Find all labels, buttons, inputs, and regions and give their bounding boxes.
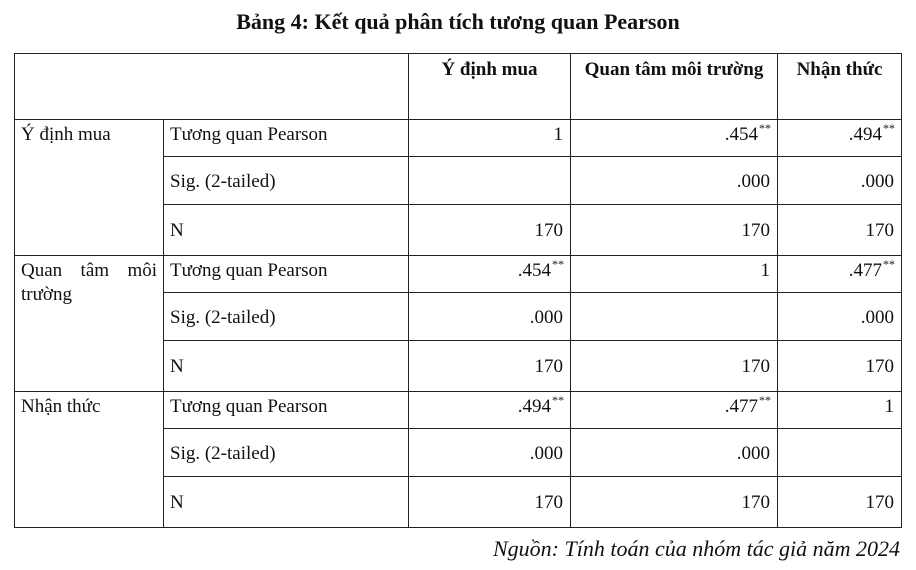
value-cell: .477**	[778, 256, 902, 293]
row-variable-label: Quan tâm môi trường	[15, 256, 164, 392]
value-cell: .454**	[409, 256, 571, 293]
value-cell: .000	[778, 157, 902, 205]
value-cell: .494**	[409, 392, 571, 429]
table-row	[15, 120, 902, 157]
row-variable-label: Nhận thức	[15, 392, 164, 528]
value-cell: 170	[778, 205, 902, 256]
column-header-nhan-thuc: Nhận thức	[778, 54, 902, 120]
correlation-table	[14, 53, 902, 528]
stat-label: N	[164, 477, 409, 528]
value-cell: .000	[571, 429, 778, 477]
value-cell	[409, 157, 571, 205]
stat-label: Tương quan Pearson	[164, 392, 409, 429]
value-cell: .000	[571, 157, 778, 205]
value-cell: 170	[571, 341, 778, 392]
value-cell	[571, 293, 778, 341]
significance-mark: **	[552, 392, 564, 407]
header-corner-cell	[15, 54, 409, 120]
significance-mark: **	[759, 120, 771, 135]
value-cell: .494**	[778, 120, 902, 157]
stat-label: Tương quan Pearson	[164, 120, 409, 157]
column-header-y-dinh-mua: Ý định mua	[409, 54, 571, 120]
stat-label: N	[164, 341, 409, 392]
value-cell: 1	[409, 120, 571, 157]
value-cell: 170	[409, 477, 571, 528]
table-row	[15, 256, 902, 293]
stat-label: N	[164, 205, 409, 256]
significance-mark: **	[759, 392, 771, 407]
value-cell: 170	[778, 341, 902, 392]
value-cell: .000	[409, 293, 571, 341]
value-cell: 170	[409, 341, 571, 392]
table-row	[15, 392, 902, 429]
stat-label: Sig. (2-tailed)	[164, 293, 409, 341]
value-cell: .000	[409, 429, 571, 477]
column-header-quan-tam-moi-truong: Quan tâm môi trường	[571, 54, 778, 120]
value-cell: .000	[778, 293, 902, 341]
significance-mark: **	[552, 256, 564, 271]
stat-label: Tương quan Pearson	[164, 256, 409, 293]
value-cell: .454**	[571, 120, 778, 157]
value-cell: 1	[778, 392, 902, 429]
value-cell: 170	[778, 477, 902, 528]
significance-mark: **	[883, 120, 895, 135]
value-cell: 170	[571, 205, 778, 256]
value-cell	[778, 429, 902, 477]
value-cell: .477**	[571, 392, 778, 429]
value-cell: 1	[571, 256, 778, 293]
table-title: Bảng 4: Kết quả phân tích tương quan Pearson	[236, 9, 680, 34]
source-note: Nguồn: Tính toán của nhóm tác giả năm 2024	[493, 536, 900, 561]
value-cell: 170	[409, 205, 571, 256]
significance-mark: **	[883, 256, 895, 271]
header-row	[15, 54, 902, 120]
row-variable-label: Ý định mua	[15, 120, 164, 256]
stat-label: Sig. (2-tailed)	[164, 429, 409, 477]
stat-label: Sig. (2-tailed)	[164, 157, 409, 205]
value-cell: 170	[571, 477, 778, 528]
